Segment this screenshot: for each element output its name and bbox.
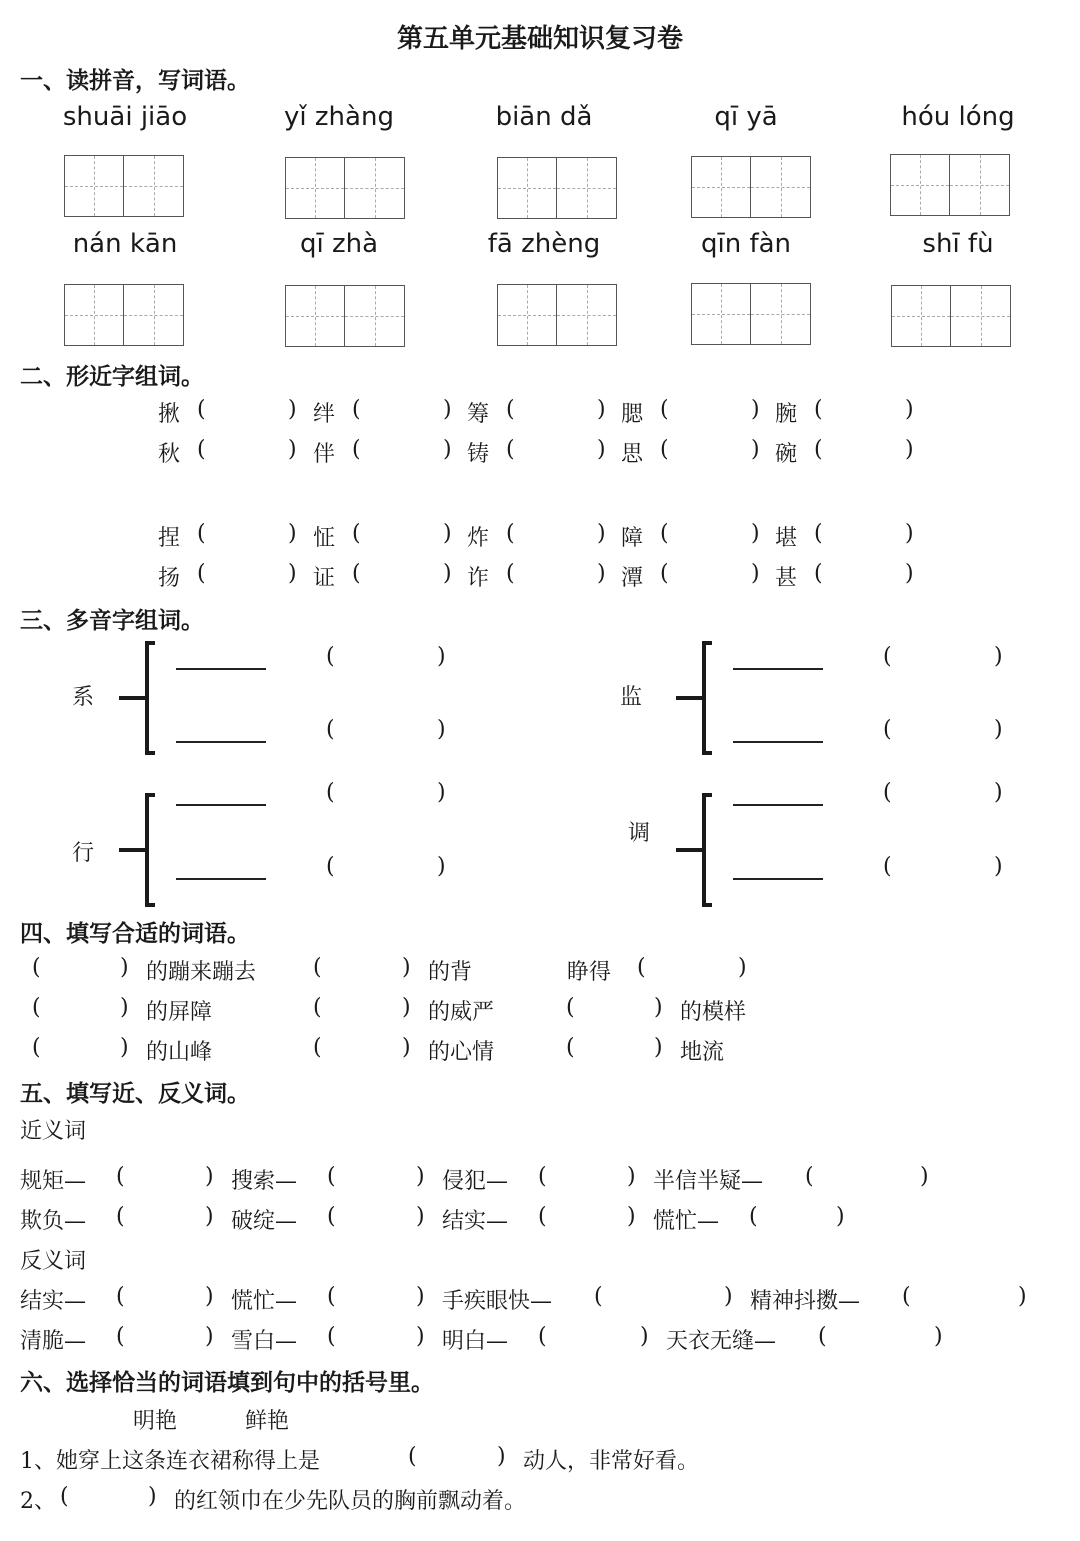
open-paren: ( [814,437,823,462]
polyphone-char: 行 [72,841,95,866]
close-paren: ) [597,521,606,546]
open-paren: ( [313,995,322,1020]
polyphone-char: 调 [628,821,651,846]
answer-line[interactable] [176,878,266,880]
open-paren: ( [506,521,515,546]
writing-grid[interactable] [64,155,184,217]
close-paren: ) [597,397,606,422]
close-paren: ) [437,854,446,879]
section-5-heading: 五、填写近、反义词。 [20,1080,250,1107]
phrase: 地流 [680,1040,725,1065]
close-paren: ) [288,521,297,546]
section-4-heading: 四、填写合适的词语。 [20,920,250,947]
close-paren: ) [836,1204,845,1229]
char: 甚 [775,566,798,591]
close-paren: ) [751,437,760,462]
char: 障 [621,526,644,551]
word: 慌忙— [231,1289,298,1314]
answer-line[interactable] [733,668,823,670]
open-paren: ( [883,644,892,669]
pinyin: shī fù [922,229,994,259]
char: 铸 [467,442,490,467]
open-paren: ( [313,1035,322,1060]
close-paren: ) [905,561,914,586]
writing-grid[interactable] [890,154,1010,216]
antonym-label: 反义词 [20,1249,87,1274]
writing-grid[interactable] [285,157,405,219]
brace-icon [115,792,165,908]
question-1-text: 1、她穿上这条连衣裙称得上是 [20,1449,320,1474]
option-word: 明艳 [133,1409,178,1434]
close-paren: ) [205,1164,214,1189]
open-paren: ( [352,397,361,422]
close-paren: ) [120,995,129,1020]
writing-grid[interactable] [285,285,405,347]
open-paren: ( [566,1035,575,1060]
char: 扬 [158,566,181,591]
answer-line[interactable] [176,668,266,670]
answer-line[interactable] [733,804,823,806]
open-paren: ( [805,1164,814,1189]
word: 规矩— [20,1169,87,1194]
open-paren: ( [538,1324,547,1349]
close-paren: ) [288,397,297,422]
close-paren: ) [205,1204,214,1229]
open-paren: ( [660,397,669,422]
open-paren: ( [814,397,823,422]
word: 慌忙— [653,1209,720,1234]
close-paren: ) [994,854,1003,879]
close-paren: ) [654,995,663,1020]
open-paren: ( [32,955,41,980]
char: 绊 [313,402,336,427]
open-paren: ( [902,1284,911,1309]
writing-grid[interactable] [891,285,1011,347]
close-paren: ) [443,437,452,462]
open-paren: ( [538,1164,547,1189]
char: 腕 [775,402,798,427]
word: 侵犯— [442,1169,509,1194]
synonym-label: 近义词 [20,1119,87,1144]
close-paren: ) [402,1035,411,1060]
pinyin: shuāi jiāo [62,102,188,132]
char: 潭 [621,566,644,591]
open-paren: ( [116,1284,125,1309]
close-paren: ) [738,955,747,980]
open-paren: ( [116,1204,125,1229]
open-paren: ( [506,437,515,462]
open-paren: ( [197,437,206,462]
close-paren: ) [443,561,452,586]
open-paren: ( [818,1324,827,1349]
open-paren: ( [538,1204,547,1229]
polyphone-char: 监 [620,685,643,710]
phrase: 的蹦来蹦去 [146,960,257,985]
polyphone-char: 系 [72,685,95,710]
open-paren: ( [660,437,669,462]
open-paren: ( [327,1204,336,1229]
close-paren: ) [920,1164,929,1189]
close-paren: ) [640,1324,649,1349]
open-paren: ( [408,1444,417,1469]
open-paren: ( [313,955,322,980]
open-paren: ( [883,854,892,879]
answer-line[interactable] [733,741,823,743]
close-paren: ) [724,1284,733,1309]
close-paren: ) [751,521,760,546]
close-paren: ) [934,1324,943,1349]
open-paren: ( [116,1324,125,1349]
question-1-text: 动人，非常好看。 [523,1449,700,1474]
char: 证 [313,566,336,591]
brace-icon [115,640,165,756]
char: 思 [621,442,644,467]
close-paren: ) [205,1284,214,1309]
open-paren: ( [883,780,892,805]
char: 堪 [775,526,798,551]
close-paren: ) [416,1284,425,1309]
close-paren: ) [437,780,446,805]
open-paren: ( [327,1284,336,1309]
open-paren: ( [660,561,669,586]
word: 雪白— [231,1329,298,1354]
pinyin: qī yā [714,102,778,132]
open-paren: ( [594,1284,603,1309]
close-paren: ) [1018,1284,1027,1309]
word: 半信半疑— [653,1169,764,1194]
open-paren: ( [814,561,823,586]
close-paren: ) [627,1164,636,1189]
char: 诈 [467,566,490,591]
char: 怔 [313,526,336,551]
open-paren: ( [637,955,646,980]
word: 破绽— [231,1209,298,1234]
close-paren: ) [905,397,914,422]
open-paren: ( [326,854,335,879]
word: 搜索— [231,1169,298,1194]
open-paren: ( [327,1324,336,1349]
close-paren: ) [654,1035,663,1060]
section-2-heading: 二、形近字组词。 [20,363,204,390]
open-paren: ( [566,995,575,1020]
close-paren: ) [416,1324,425,1349]
word: 结实— [442,1209,509,1234]
pinyin: qīn fàn [700,229,792,259]
phrase: 的屏障 [146,1000,213,1025]
close-paren: ) [751,397,760,422]
open-paren: ( [116,1164,125,1189]
close-paren: ) [443,521,452,546]
close-paren: ) [288,437,297,462]
phrase: 睁得 [567,960,612,985]
char: 腮 [621,402,644,427]
close-paren: ) [416,1164,425,1189]
char: 秋 [158,442,181,467]
close-paren: ) [402,995,411,1020]
writing-grid[interactable] [691,156,811,218]
pinyin: yǐ zhàng [284,102,394,132]
word: 天衣无缝— [666,1329,777,1354]
open-paren: ( [352,561,361,586]
close-paren: ) [994,780,1003,805]
close-paren: ) [443,397,452,422]
option-word: 鲜艳 [245,1409,290,1434]
open-paren: ( [197,521,206,546]
word: 清脆— [20,1329,87,1354]
pinyin: qī zhà [299,229,379,259]
pinyin: hóu lóng [901,102,1015,132]
pinyin: fā zhèng [487,229,601,259]
open-paren: ( [326,717,335,742]
close-paren: ) [288,561,297,586]
close-paren: ) [597,561,606,586]
char: 伴 [313,442,336,467]
section-1-heading: 一、读拼音，写词语。 [20,67,250,94]
char: 捏 [158,526,181,551]
word: 明白— [442,1329,509,1354]
close-paren: ) [994,717,1003,742]
word: 手疾眼快— [442,1289,553,1314]
char: 筹 [467,402,490,427]
pinyin: nán kān [72,229,178,259]
close-paren: ) [597,437,606,462]
open-paren: ( [506,561,515,586]
close-paren: ) [751,561,760,586]
close-paren: ) [497,1444,506,1469]
char: 揪 [158,402,181,427]
open-paren: ( [352,521,361,546]
section-3-heading: 三、多音字组词。 [20,607,204,634]
close-paren: ) [437,717,446,742]
writing-grid[interactable] [497,157,617,219]
close-paren: ) [402,955,411,980]
open-paren: ( [32,995,41,1020]
close-paren: ) [205,1324,214,1349]
open-paren: ( [326,780,335,805]
open-paren: ( [32,1035,41,1060]
brace-icon [672,640,722,756]
phrase: 的模样 [680,1000,747,1025]
open-paren: ( [352,437,361,462]
close-paren: ) [120,955,129,980]
open-paren: ( [326,644,335,669]
phrase: 的山峰 [146,1040,213,1065]
answer-line[interactable] [733,878,823,880]
writing-grid[interactable] [64,284,184,346]
answer-line[interactable] [176,741,266,743]
close-paren: ) [437,644,446,669]
open-paren: ( [749,1204,758,1229]
char: 碗 [775,442,798,467]
open-paren: ( [327,1164,336,1189]
close-paren: ) [994,644,1003,669]
question-2-text: 的红领巾在少先队员的胸前飘动着。 [174,1489,527,1514]
writing-grid[interactable] [497,284,617,346]
close-paren: ) [148,1484,157,1509]
open-paren: ( [506,397,515,422]
open-paren: ( [883,717,892,742]
phrase: 的背 [428,960,473,985]
phrase: 的威严 [428,1000,495,1025]
word: 欺负— [20,1209,87,1234]
page-title: 第五单元基础知识复习卷 [396,24,683,54]
open-paren: ( [814,521,823,546]
open-paren: ( [197,397,206,422]
close-paren: ) [627,1204,636,1229]
brace-icon [672,792,722,908]
answer-line[interactable] [176,804,266,806]
section-6-heading: 六、选择恰当的词语填到句中的括号里。 [20,1369,434,1396]
pinyin: biān dǎ [495,102,593,132]
question-2-text: 2、 [20,1489,56,1514]
open-paren: ( [660,521,669,546]
writing-grid[interactable] [691,283,811,345]
close-paren: ) [905,437,914,462]
open-paren: ( [197,561,206,586]
close-paren: ) [120,1035,129,1060]
close-paren: ) [905,521,914,546]
word: 精神抖擞— [750,1289,861,1314]
word: 结实— [20,1289,87,1314]
char: 炸 [467,526,490,551]
close-paren: ) [416,1204,425,1229]
open-paren: ( [60,1484,69,1509]
phrase: 的心情 [428,1040,495,1065]
